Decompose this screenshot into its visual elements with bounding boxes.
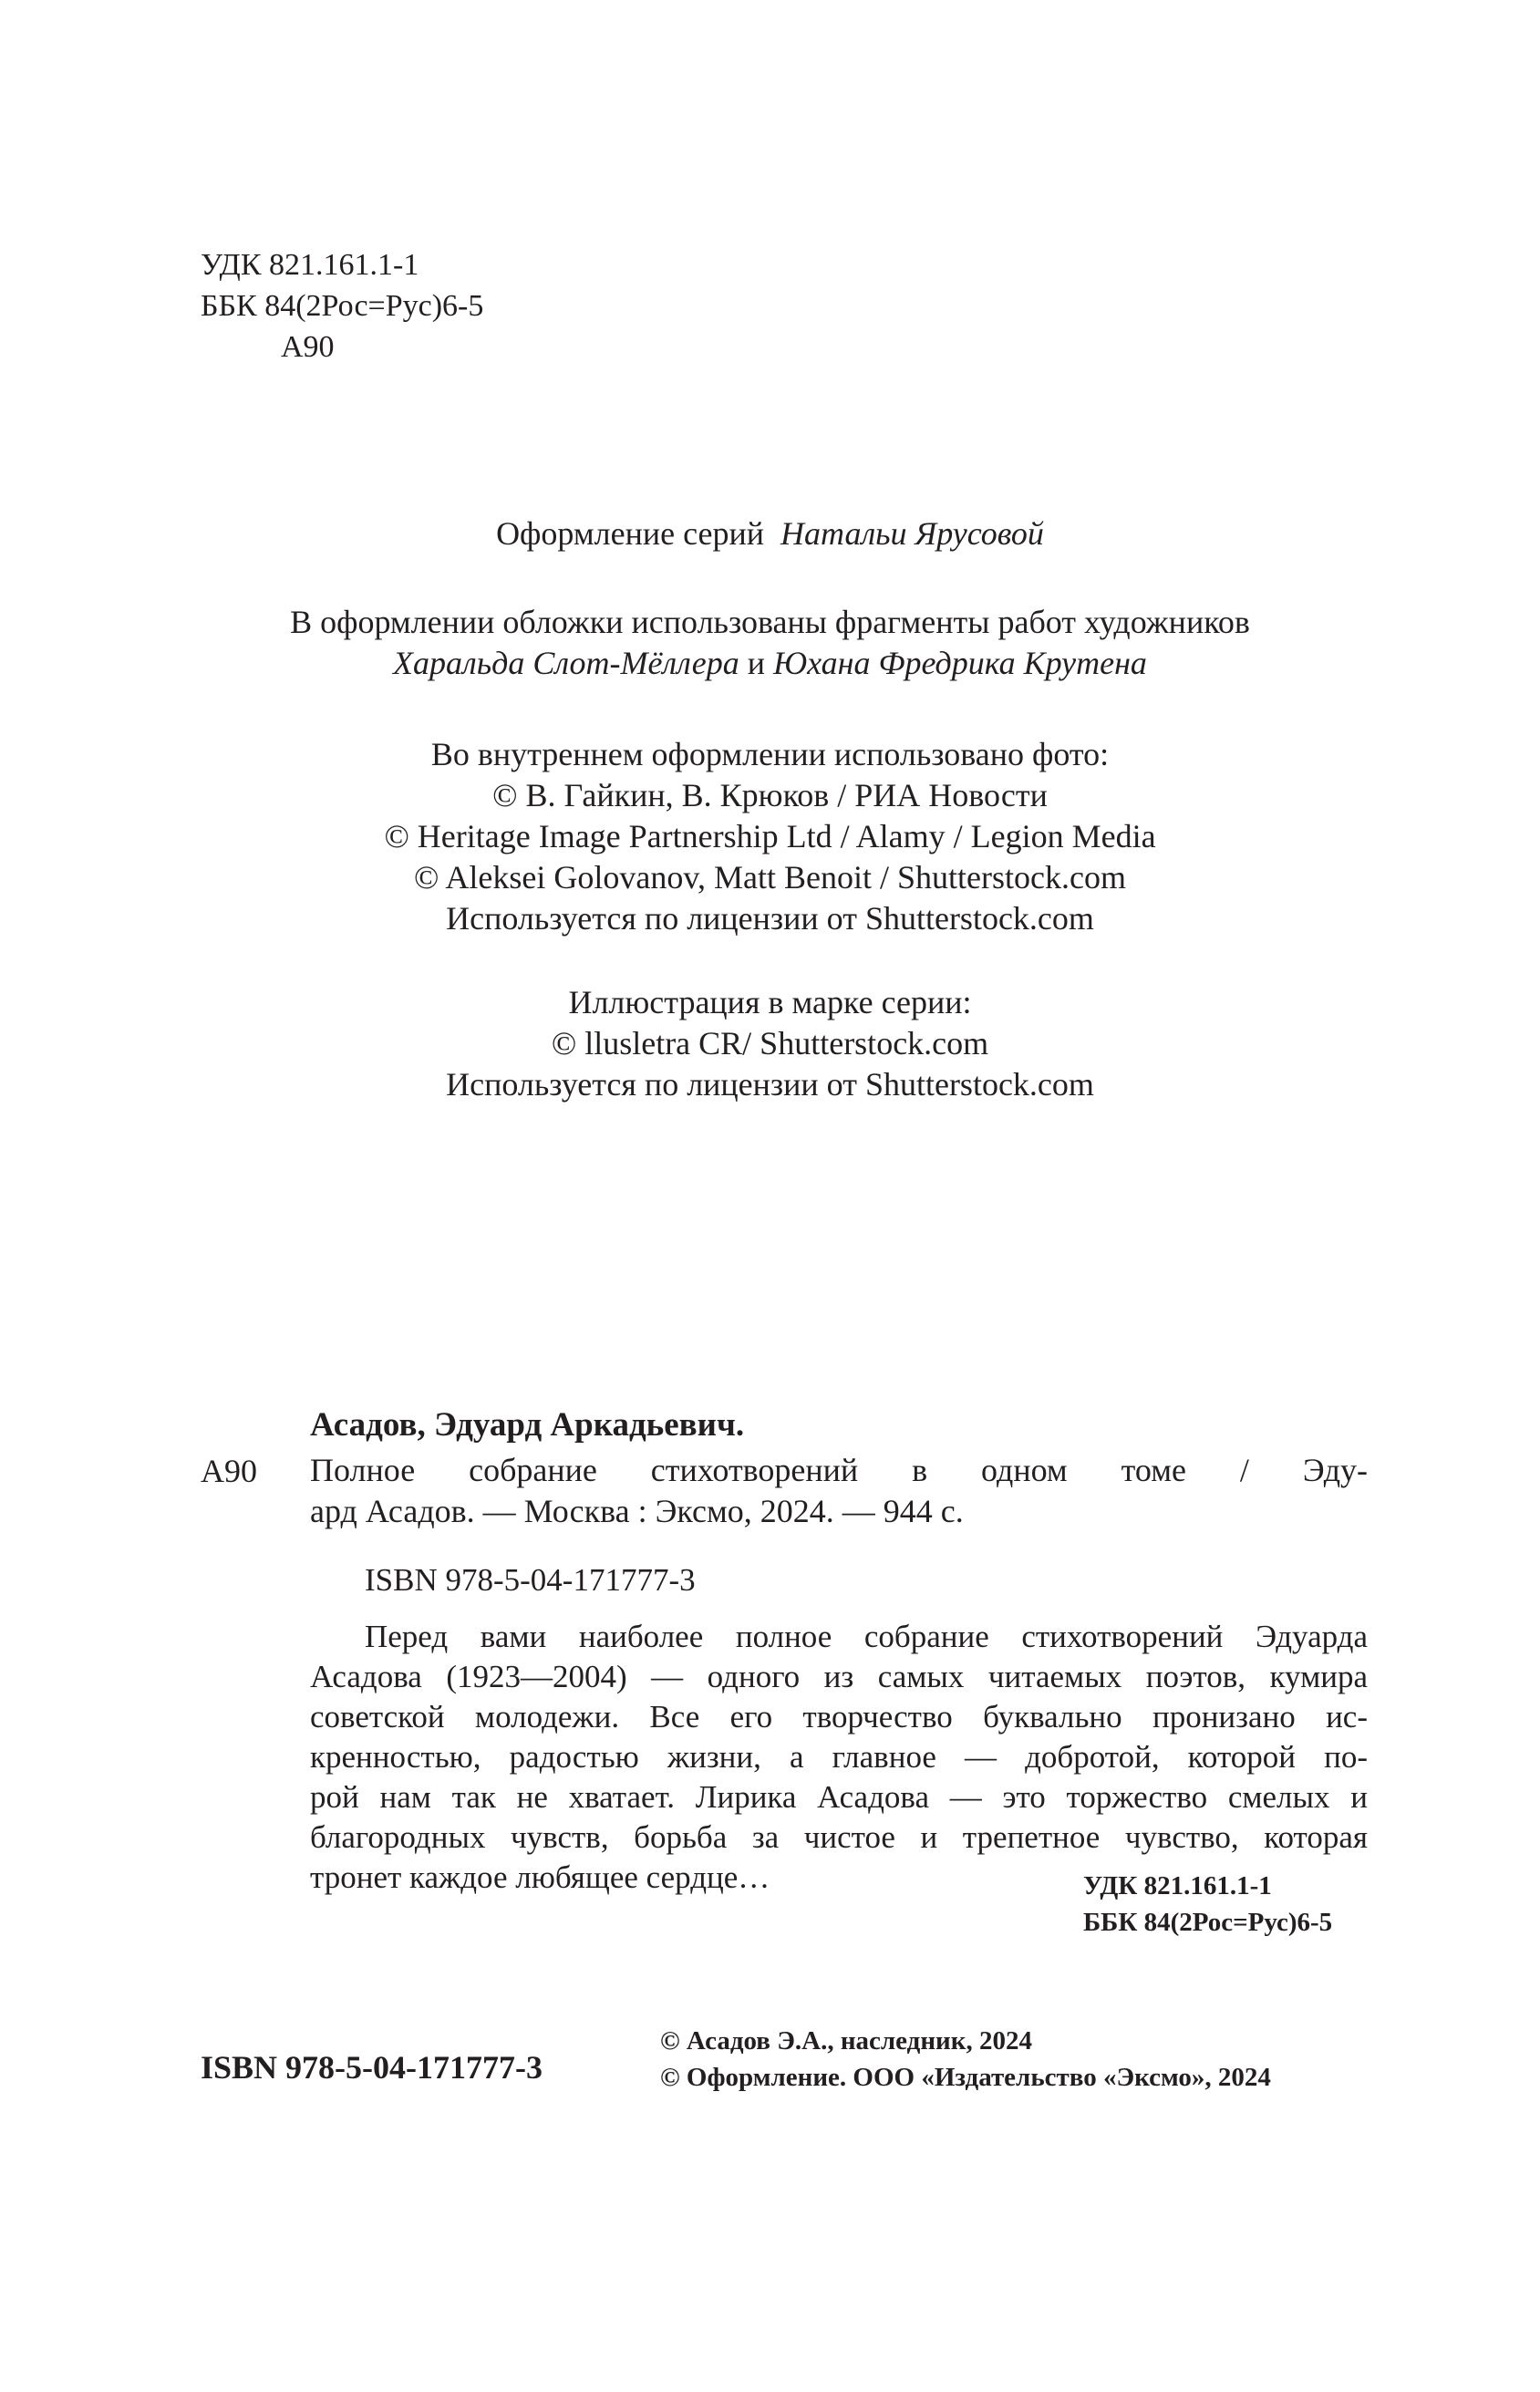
cover-artist-2: Юхана Фредрика Крутена: [772, 645, 1147, 681]
catalog-title: [310, 1450, 1368, 1532]
series-mark-line: Используется по лицензии от Shutterstock.com: [446, 1066, 1094, 1103]
series-design-credit: [137, 513, 1403, 554]
catalog-isbn: ISBN 978-5-04-171777-3: [365, 1562, 696, 1598]
catalog-author: Асадов, Эдуард Аркадьевич.: [310, 1406, 745, 1444]
photo-credit-line: Используется по лицензии от Shutterstock.com: [446, 900, 1094, 937]
interior-photo-credits: [137, 734, 1403, 939]
catalog-title-line: ард Асадов. — Москва : Эксмо, 2024. — 944 с.: [310, 1493, 964, 1529]
series-mark-line: © llusletra CR/ Shutterstock.com: [551, 1025, 989, 1061]
annotation-line: Перед вами наиболее полное собрание стихотворений Эдуарда: [365, 1619, 1368, 1654]
catalog-title-line: Полное собрание стихотворений в одном томе / Эду-: [310, 1452, 1368, 1488]
annotation: [310, 1617, 1368, 1898]
photo-credit-line: © Heritage Image Partnership Ltd / Alamy / Legion Media: [384, 818, 1156, 854]
series-designer-name: Натальи Ярусовой: [780, 515, 1044, 552]
catalog-udk: УДК 821.161.1-1: [1083, 1871, 1272, 1900]
cover-artist-1: Харальда Слот-Мёллера: [393, 645, 739, 681]
series-mark-credits: [137, 982, 1403, 1105]
series-design-label: Оформление серий: [496, 515, 765, 552]
udk-code: УДК 821.161.1-1: [201, 248, 419, 282]
copyright-author: © Асадов Э.А., наследник, 2024: [660, 2026, 1032, 2055]
annotation-line: рой нам так не хватает. Лирика Асадова — это торжество смелых и: [310, 1779, 1368, 1815]
cover-art-line: В оформлении обложки использованы фрагменты работ художников: [290, 604, 1250, 640]
cover-art-credit: [137, 602, 1403, 684]
copyright-design: © Оформление. ООО «Издательство «Эксмо», 2024: [660, 2063, 1271, 2092]
annotation-line: кренностью, радостью жизни, а главное — добротой, которой по-: [310, 1739, 1368, 1775]
bbk-code: ББК 84(2Рос=Рус)6-5: [201, 289, 484, 323]
annotation-line: благородных чувств, борьба за чистое и трепетное чувство, которая: [310, 1819, 1368, 1855]
cover-artists-line: [137, 643, 1403, 684]
photo-credit-line: © Aleksei Golovanov, Matt Benoit / Shutterstock.com: [414, 859, 1126, 896]
catalog-bbk: ББК 84(2Рос=Рус)6-5: [1083, 1908, 1333, 1937]
photo-credit-line: © В. Гайкин, В. Крюков / РИА Новости: [492, 777, 1048, 813]
footer-isbn: ISBN 978-5-04-171777-3: [201, 2049, 543, 2086]
annotation-line: советской молодежи. Все его творчество буквально пронизано ис-: [310, 1699, 1368, 1734]
cover-artist-conj: и: [747, 645, 765, 681]
copyright-block: [660, 2023, 1271, 2096]
catalog-classification: [1083, 1868, 1332, 1941]
catalog-code: А90: [201, 1453, 257, 1489]
annotation-line: Асадова (1923—2004) — одного из самых читаемых поэтов, кумира: [310, 1659, 1368, 1694]
author-sign: А90: [281, 330, 335, 364]
classification-codes: [201, 244, 483, 368]
photo-credit-line: Во внутреннем оформлении использовано фото:: [430, 736, 1110, 772]
annotation-line: тронет каждое любящее сердце…: [310, 1859, 770, 1895]
series-mark-line: Иллюстрация в марке серии:: [568, 984, 972, 1020]
